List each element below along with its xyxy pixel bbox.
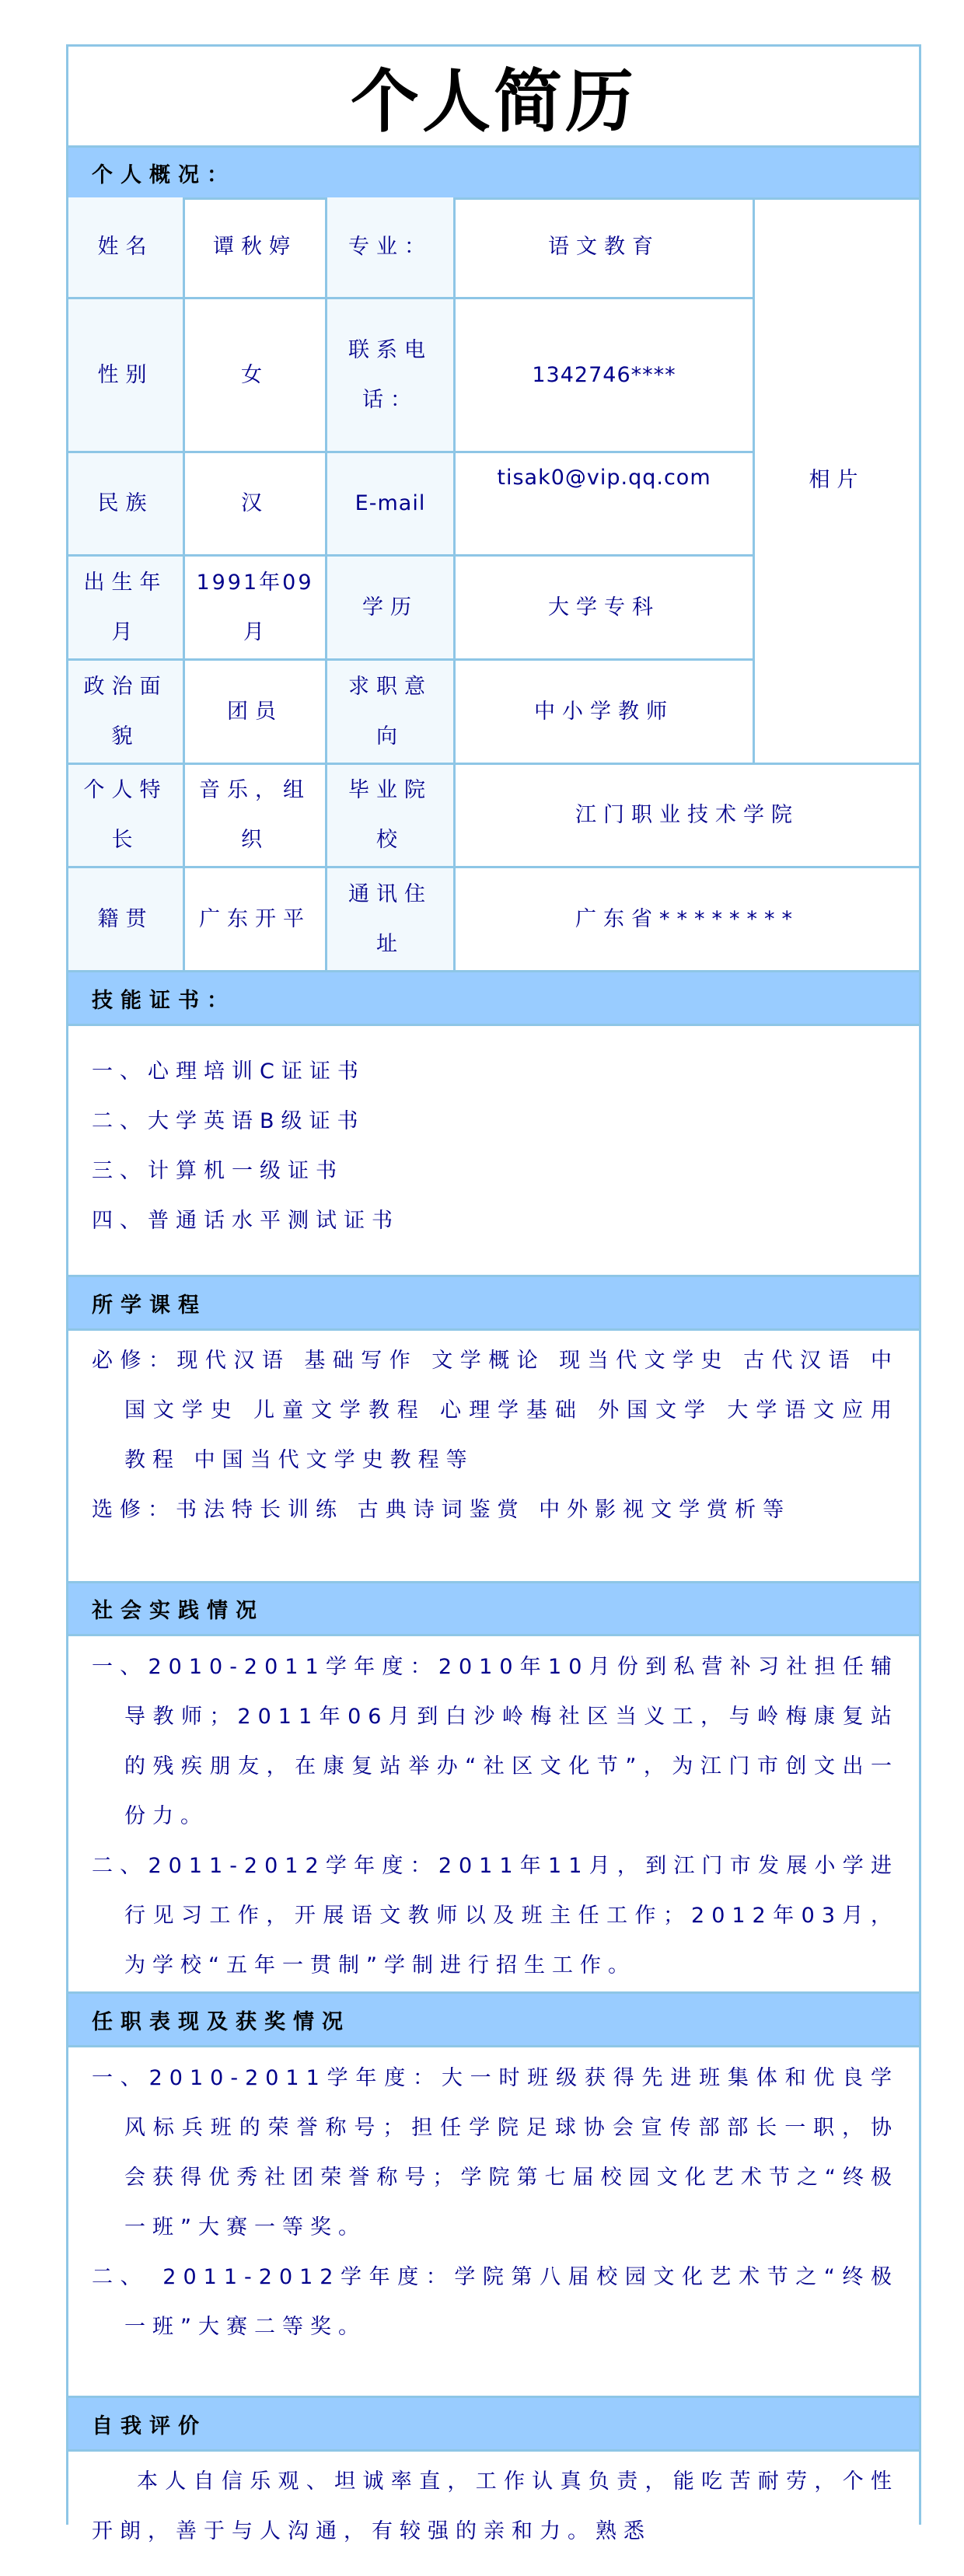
- personal-info-table: [68, 197, 919, 977]
- ethnicity-label: 民族: [68, 453, 185, 557]
- birth-value: 1991年09月: [185, 557, 327, 661]
- address-value: 广东省********: [456, 868, 919, 972]
- list-item: 二、2011-2012学年度：2011年11月，到江门市发展小学进行见习工作，开展语文教师以及班主任工作；2012年03月，为学校“五年一贯制”学制进行招生工作。: [92, 1854, 899, 1977]
- certificate-list: [68, 1026, 919, 1277]
- email-label: E-mail: [327, 453, 456, 557]
- resume-document: [66, 44, 921, 2543]
- specialty-label: 个人特长: [68, 765, 185, 868]
- section-header-awards: 任职表现及获奖情况: [68, 1994, 919, 2047]
- origin-label: 籍贯: [68, 868, 185, 972]
- course-list: [68, 1331, 919, 1583]
- page-title: 个人简历: [350, 61, 637, 141]
- list-item: 二、 2011-2012学年度：学院第八届校园文化艺术节之“终极一班”大赛二等奖。: [92, 2265, 899, 2339]
- section-header-self-evaluation: 自我评价: [68, 2398, 919, 2452]
- birth-label: 出生年月: [68, 557, 185, 661]
- gender-label: 性别: [68, 299, 185, 453]
- ethnicity-value: 汉: [185, 453, 327, 557]
- major-value: 语文教育: [456, 197, 755, 299]
- list-item: 一、心理培训C证证书: [92, 1059, 365, 1084]
- specialty-value: 音乐，组织: [185, 765, 327, 868]
- photo-placeholder: 相片: [755, 197, 919, 765]
- name-value: 谭秋婷: [185, 197, 327, 299]
- name-label: 姓名: [68, 197, 185, 299]
- list-item: 一、2010-2011学年度：2010年10月份到私营补习社担任辅导教师；2011年06月到白沙岭梅社区当义工，与岭梅康复站的残疾朋友，在康复站举办“社区文化节”，为江门市创文出一份力。: [92, 1655, 899, 1828]
- job-label: 求职意向: [327, 661, 456, 765]
- political-value: 团员: [185, 661, 327, 765]
- education-label: 学历: [327, 557, 456, 661]
- phone-value: 1342746****: [456, 299, 755, 453]
- list-item: 四、普通话水平测试证书: [92, 1209, 400, 1233]
- section-header-skills: 技能证书：: [68, 972, 919, 1026]
- elective-courses: 选修：书法特长训练 古典诗词鉴赏 中外影视文学赏析等: [92, 1498, 791, 1522]
- job-value: 中小学教师: [456, 661, 755, 765]
- section-header-courses: 所学课程: [68, 1277, 919, 1331]
- origin-value: 广东开平: [185, 868, 327, 972]
- list-item: 一、2010-2011学年度：大一时班级获得先进班集体和优良学风标兵班的荣誉称号；担任学院足球协会宣传部部长一职，协会获得优秀社团荣誉称号；学院第七届校园文化艺术节之“终极一班”大赛一等奖。: [92, 2066, 899, 2239]
- list-item: 三、计算机一级证书: [92, 1159, 344, 1183]
- phone-label: 联系电话：: [327, 299, 456, 453]
- political-label: 政治面貌: [68, 661, 185, 765]
- awards-list: [68, 2047, 919, 2398]
- required-courses: 必修：现代汉语 基础写作 文学概论 现当代文学史 古代汉语 中国文学史 儿童文学教程 心理学基础 外国文学 大学语文应用教程 中国当代文学史教程等: [92, 1349, 899, 1472]
- address-label: 通讯住址: [327, 868, 456, 972]
- major-label: 专业：: [327, 197, 456, 299]
- email-value: tisak0@vip.qq.com: [456, 453, 755, 557]
- title-row: [68, 47, 919, 148]
- section-header-practice: 社会实践情况: [68, 1583, 919, 1636]
- practice-list: [68, 1636, 919, 1994]
- section-header-overview: 个人概况：: [68, 148, 919, 200]
- self-evaluation-text: 本人自信乐观、坦诚率直，工作认真负责，能吃苦耐劳，个性开朗，善于与人沟通，有较强的亲和力。熟悉: [92, 2470, 899, 2543]
- education-value: 大学专科: [456, 557, 755, 661]
- school-value: 江门职业技术学院: [456, 765, 919, 868]
- gender-value: 女: [185, 299, 327, 453]
- school-label: 毕业院校: [327, 765, 456, 868]
- list-item: 二、大学英语B级证书: [92, 1109, 365, 1133]
